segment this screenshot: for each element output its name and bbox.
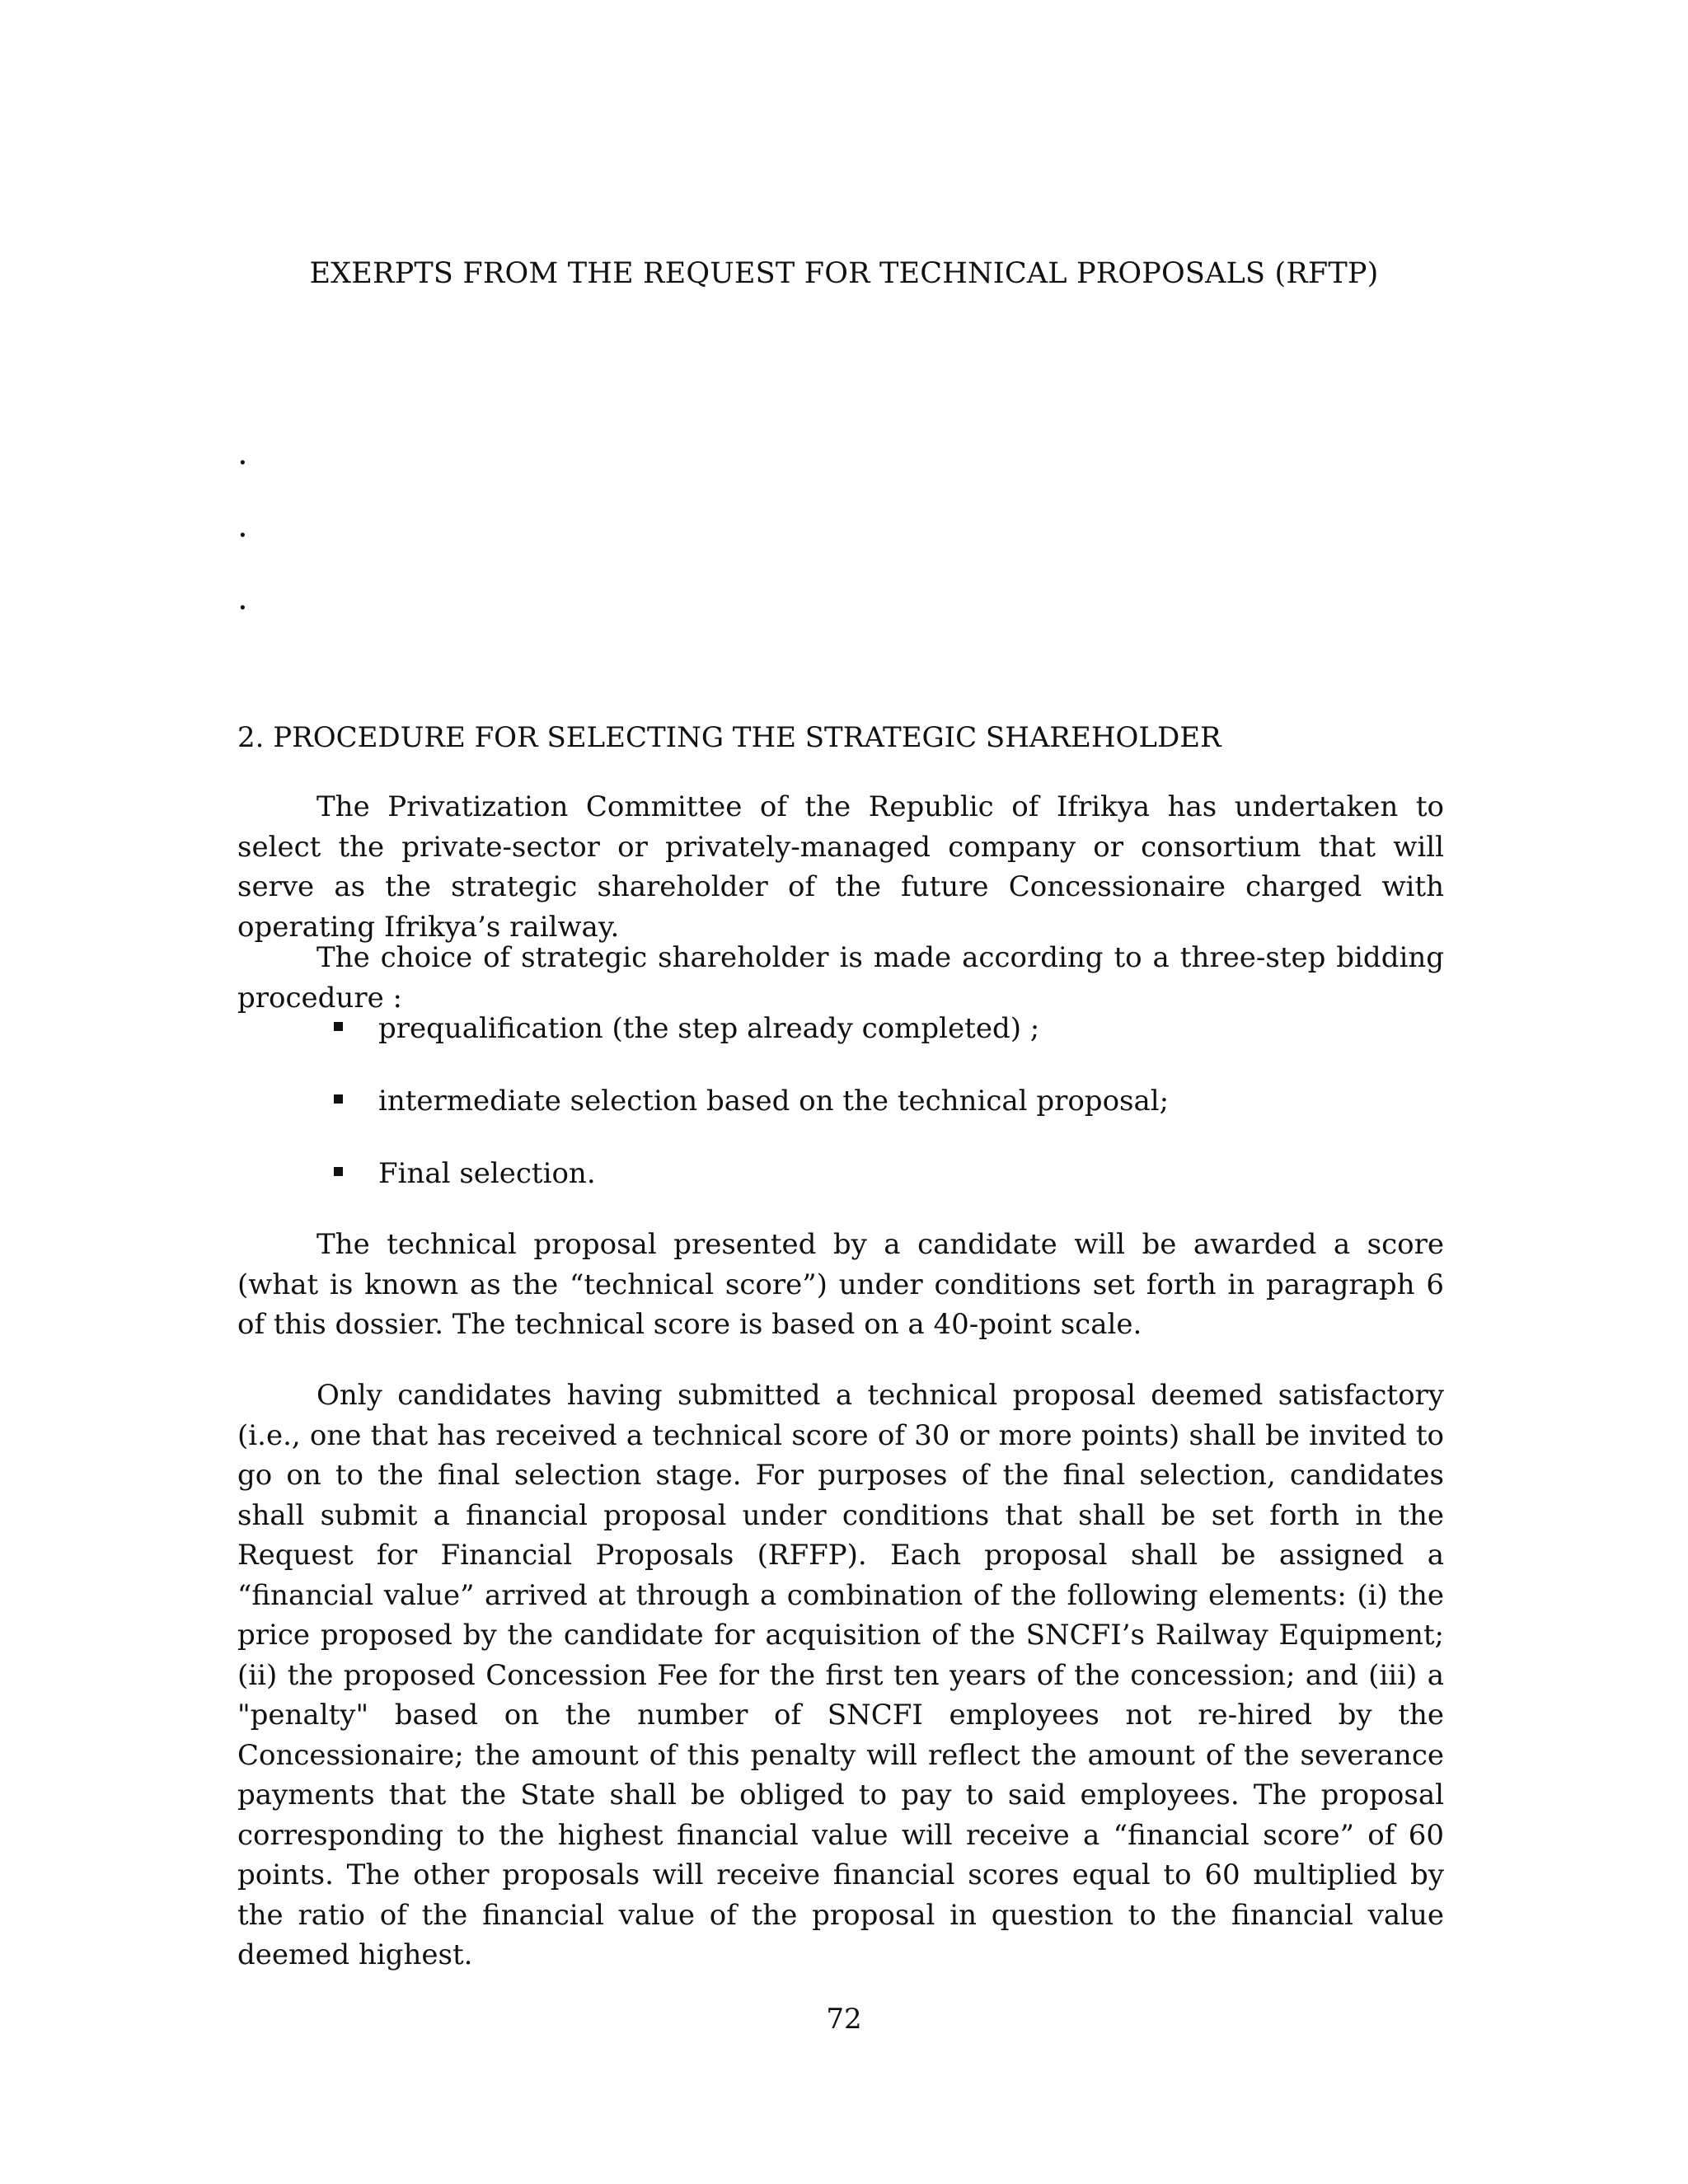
bullet-item [334,1154,596,1193]
bullet-text: prequalification (the step already completed) ; [378,1012,1040,1045]
bullet-text: intermediate selection based on the technical proposal; [378,1085,1170,1118]
document-title: EXERPTS FROM THE REQUEST FOR TECHNICAL PROPOSALS (RFTP) [309,257,1379,290]
bullet-text: Final selection. [378,1157,596,1190]
ellipsis-dot: . [237,434,248,472]
ellipsis-dot: . [237,507,248,545]
bullet-item [334,1081,1169,1121]
ellipsis-dot: . [237,579,248,617]
paragraph-procedure: The choice of strategic shareholder is made according to a three-step bidding procedure : [237,941,1444,1015]
bullet-item [334,1009,1039,1048]
page-number: 72 [826,2003,862,2036]
paragraph-final-selection: Only candidates having submitted a technical proposal deemed satisfactory (i.e., one that has received a technical score of 30 or more points) shall be invited to go on to the final selection stage. For purposes of the final selection, candidates shall submit a financial proposal under conditions that shall be set forth in the Request for Financial Proposals (RFFP). Each proposal shall be assigned a “financial value” arrived at through a combination of the following elements: (i) the price proposed by the candidate for acquisition of the SNCFI’s Railway Equipment; (ii) the proposed Concession Fee for the first ten years of the concession; and (iii) a "penalty" based on the number of SNCFI employees not re-hired by the Concessionaire; the amount of this penalty will reflect the amount of the severance payments that the State shall be obliged to pay to said employees. The proposal corresponding to the highest financial value will receive a “financial score” of 60 points. The other proposals will receive financial scores equal to 60 multiplied by the ratio of the financial value of the proposal in question to the financial value deemed highest. [237,1379,1444,1971]
square-bullet-icon [334,1167,343,1176]
paragraph-technical-score: The technical proposal presented by a candidate will be awarded a score (what is known as the “technical score”) under conditions set forth in paragraph 6 of this dossier. The technical score is based on a 40-point scale. [237,1228,1444,1341]
square-bullet-icon [334,1022,343,1031]
paragraph-intro: The Privatization Committee of the Republic of Ifrikya has undertaken to select the private-sector or privately-managed company or consortium that will serve as the strategic shareholder of the future Concessionaire charged with operating Ifrikya’s railway. [237,790,1444,944]
section-heading: 2. PROCEDURE FOR SELECTING THE STRATEGIC SHAREHOLDER [237,721,1221,754]
square-bullet-icon [334,1094,343,1104]
